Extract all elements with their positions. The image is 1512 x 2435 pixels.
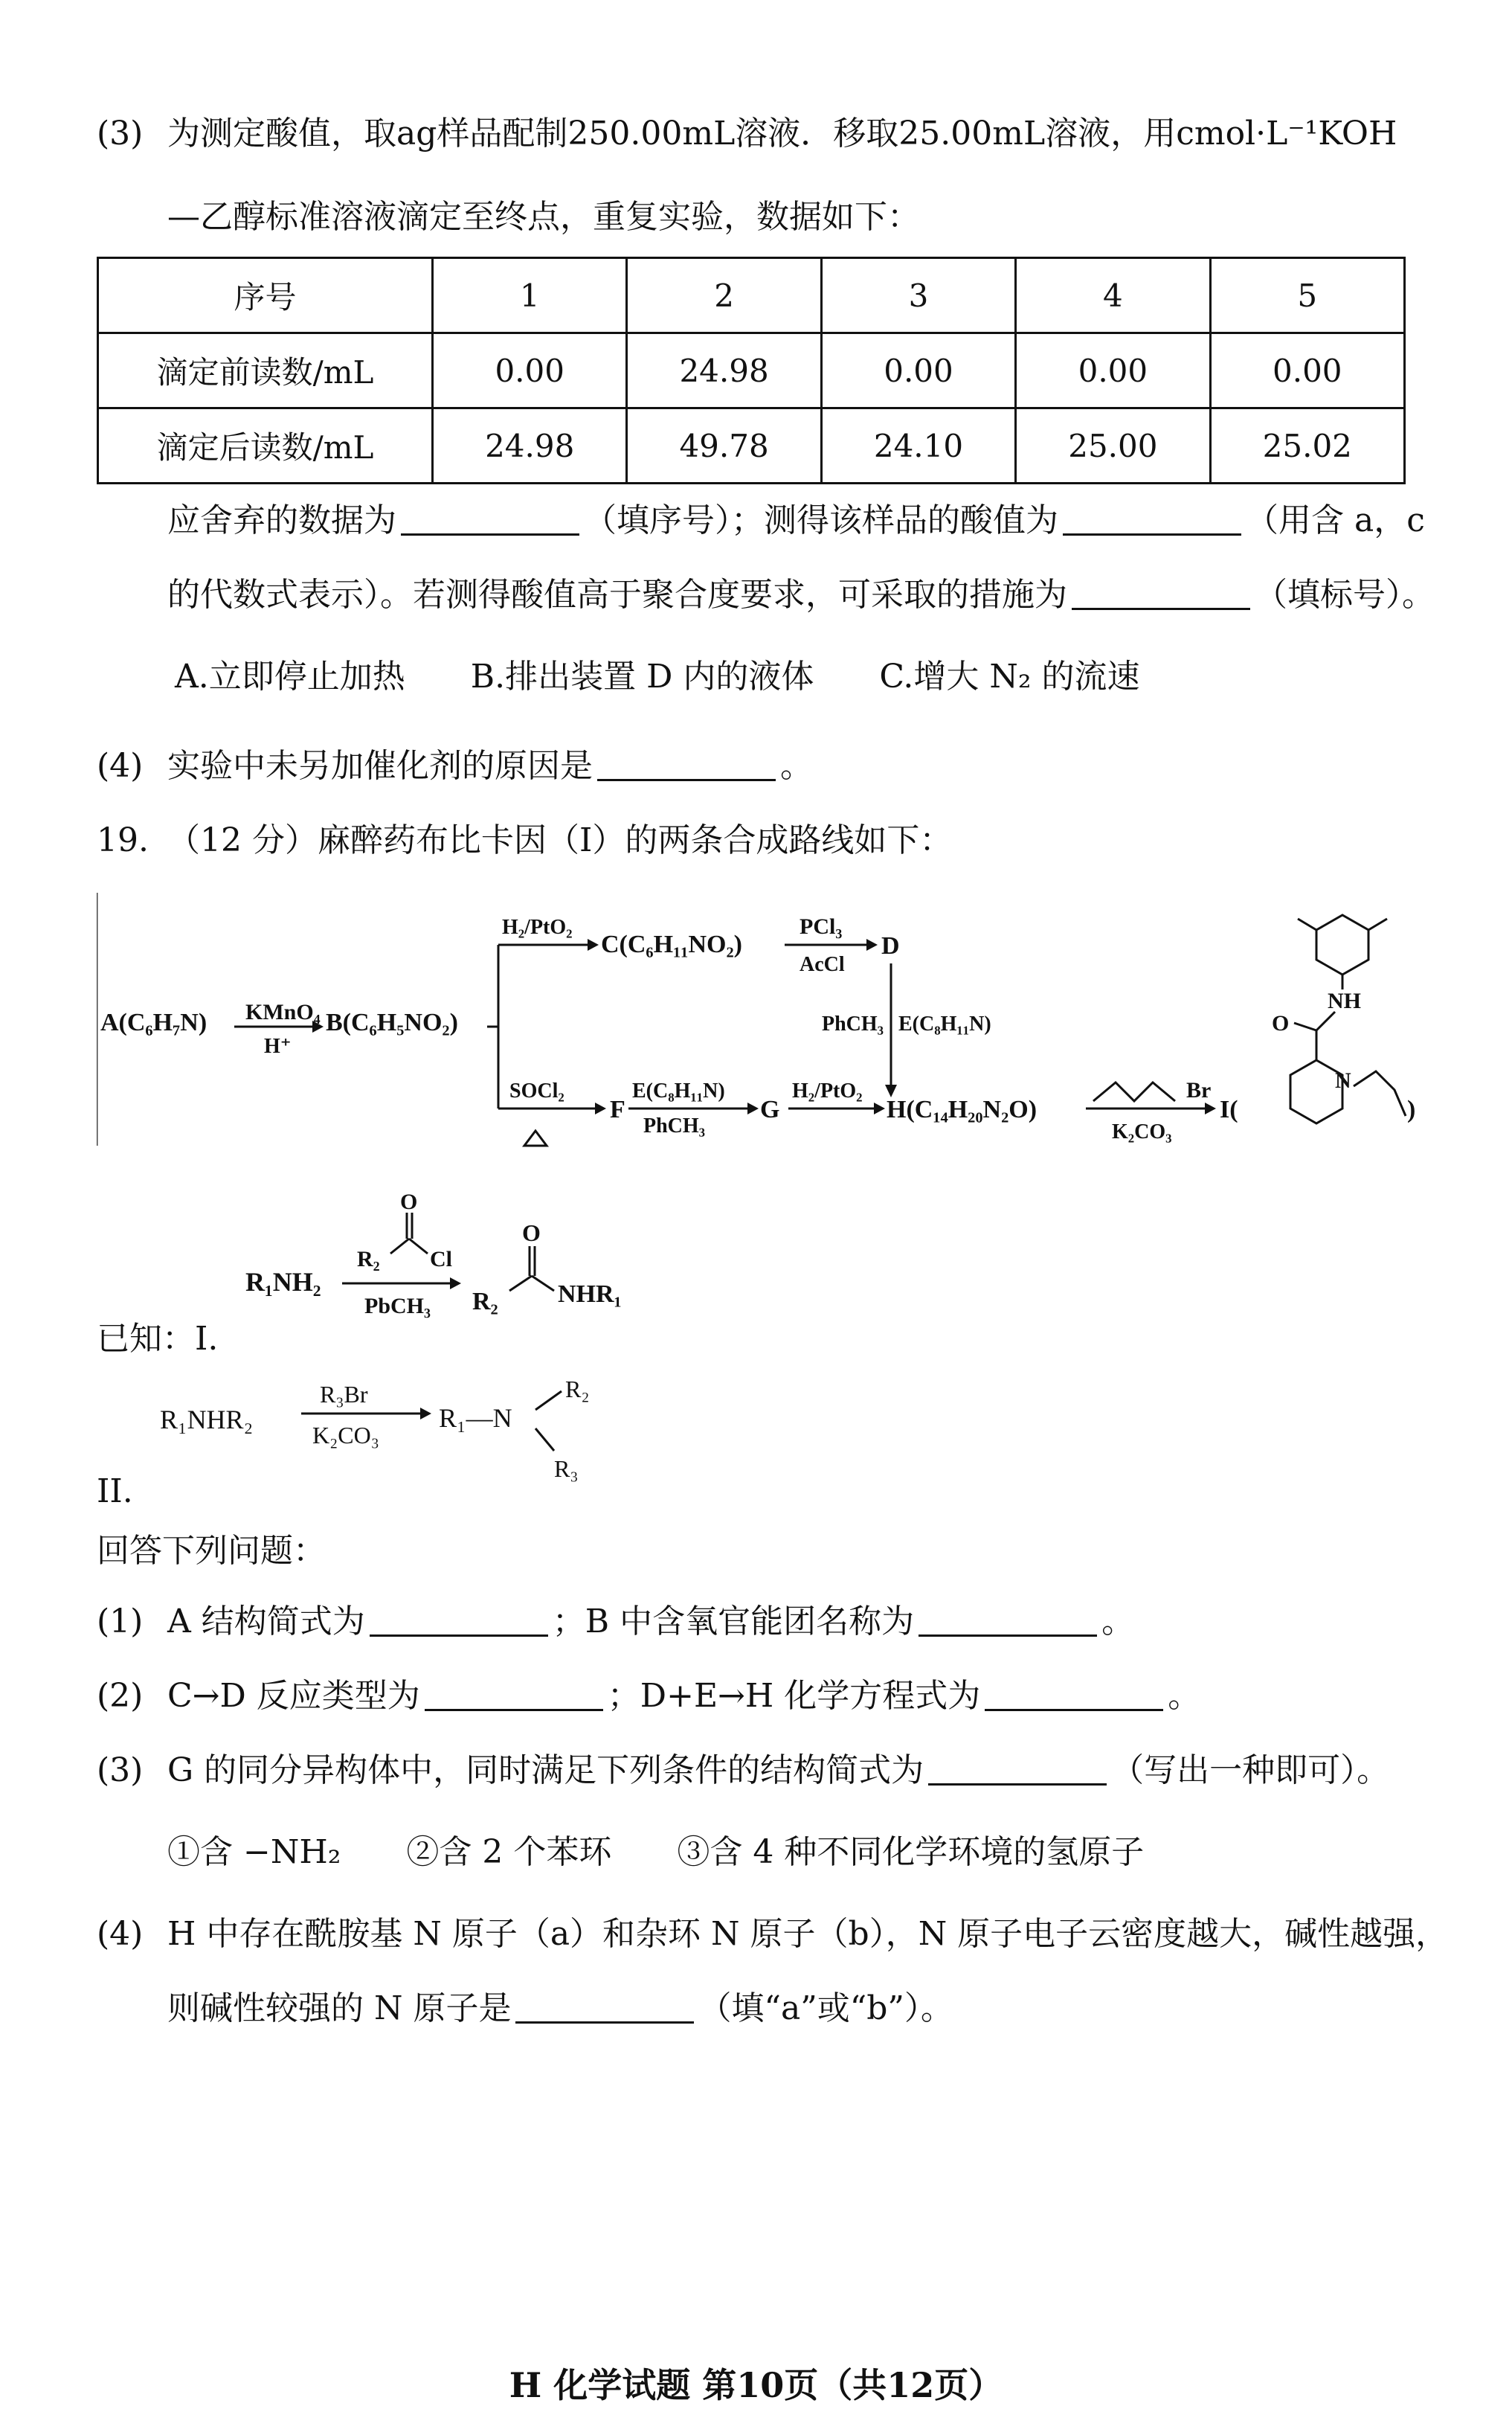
q3-after1a: 应舍弃的数据为 <box>167 501 396 539</box>
table-cell: 49.78 <box>627 408 821 484</box>
product-o: O <box>522 1219 541 1246</box>
r1nhr2: R₁NHR₂ <box>160 1405 254 1434</box>
p4-line2 <box>167 1986 953 2031</box>
nh-label: NH <box>1328 989 1361 1013</box>
p4-line1 <box>97 1912 1448 1957</box>
product-r1n: R₁—N <box>439 1403 512 1433</box>
compound-c: C(C₆H₁₁NO₂) <box>601 931 742 958</box>
close-paren: ) <box>1407 1096 1416 1123</box>
table-cell: 0.00 <box>821 333 1015 408</box>
compound-h: H(C₁₄H₂₀N₂O) <box>887 1096 1038 1123</box>
acyl-o: O <box>400 1190 418 1214</box>
n-label: N <box>1335 1068 1351 1093</box>
p2-line <box>97 1674 1200 1719</box>
p2-text-c: 。 <box>1168 1677 1201 1715</box>
q3-after-line1 <box>167 498 1425 543</box>
table-cell: 0.00 <box>1016 333 1210 408</box>
p4-text-a: H 中存在酰胺基 N 原子（a）和杂环 N 原子（b），N 原子电子云密度越大，碱性越强， <box>167 1915 1449 1953</box>
p4-text-c: （填“a”或“b”）。 <box>698 1989 953 2027</box>
q3-number: (3) <box>97 115 144 153</box>
table-cell: 24.98 <box>433 408 627 484</box>
p3-text-a: G 的同分异构体中，同时满足下列条件的结构简式为 <box>167 1751 924 1789</box>
product-r3-sub: R₃ <box>554 1455 579 1482</box>
table-cell: 1 <box>433 258 627 333</box>
known-reaction-1 <box>245 1183 692 1347</box>
table-cell: 滴定前读数/mL <box>98 333 433 408</box>
compound-i: I( <box>1220 1096 1238 1123</box>
answer-blank[interactable] <box>985 1676 1163 1711</box>
answer-blank[interactable] <box>370 1602 548 1637</box>
acyl-r2: R₂ <box>357 1247 380 1271</box>
q3-options: A.立即停止加热 B.排出装置 D 内的液体 C.增大 N₂ 的流速 <box>175 658 1140 696</box>
table-cell: 滴定后读数/mL <box>98 408 433 484</box>
q3-after2a: 的代数式表示）。若测得酸值高于聚合度要求，可采取的措施为 <box>167 576 1067 614</box>
p3-conditions: ①含 −NH₂ ②含 2 个苯环 ③含 4 种不同化学环境的氢原子 <box>167 1833 1145 1871</box>
q19-number: 19. <box>97 821 149 859</box>
table-cell: 25.00 <box>1016 408 1210 484</box>
table-header-row <box>98 258 1405 333</box>
table-cell: 0.00 <box>433 333 627 408</box>
p3-number: (3) <box>97 1751 144 1789</box>
r1nh2: R₁NH₂ <box>245 1267 321 1297</box>
p3-line <box>97 1748 1389 1793</box>
p4-text-b: 则碱性较强的 N 原子是 <box>167 1989 512 2027</box>
reagent-e-2: E(C₈H₁₁N) <box>632 1079 725 1103</box>
q3-line2: —乙醇标准溶液滴定至终点，重复实验，数据如下： <box>167 198 920 236</box>
answer-blank[interactable] <box>425 1676 603 1711</box>
r3br: R₃Br <box>320 1381 368 1408</box>
p1-text-c: 。 <box>1101 1603 1135 1640</box>
known-reaction-2 <box>160 1369 681 1495</box>
base-k2co3: K₂CO₃ <box>312 1422 379 1449</box>
reagent-hplus: H⁺ <box>264 1035 292 1058</box>
q19-text: （12 分）麻醉药布比卡因（I）的两条合成路线如下： <box>167 821 953 859</box>
p4-number: (4) <box>97 1915 144 1953</box>
compound-g: G <box>760 1096 780 1123</box>
table-row <box>98 333 1405 408</box>
heat-icon <box>524 1131 547 1146</box>
table-cell: 序号 <box>98 258 433 333</box>
q3-after1c: （用含 a，c <box>1246 501 1425 539</box>
page-footer: H 化学试题 第10页（共12页） <box>509 2365 1003 2405</box>
known-label-2: II. <box>97 1472 133 1510</box>
p2-text-a: C→D 反应类型为 <box>167 1677 420 1715</box>
q4-line <box>97 744 813 789</box>
table-cell: 3 <box>821 258 1015 333</box>
q4-number: (4) <box>97 747 144 785</box>
product-nhr1: NHR₁ <box>558 1280 622 1308</box>
product-r2-sub: R₂ <box>565 1376 590 1402</box>
reagent-phch3-1: PhCH₃ <box>822 1013 884 1036</box>
reagent-e-1: E(C₈H₁₁N) <box>898 1013 991 1036</box>
reagent-kmno4: KMnO₄ <box>245 1000 321 1024</box>
p1-number: (1) <box>97 1603 144 1640</box>
q19-line <box>97 818 952 863</box>
compound-b: B(C₆H₅NO₂) <box>326 1009 458 1036</box>
q4-text: 实验中未另加催化剂的原因是 <box>167 747 593 785</box>
known-label-1: 已知：I. <box>97 1320 219 1358</box>
product-r2: R₂ <box>472 1288 498 1315</box>
table-cell: 5 <box>1210 258 1404 333</box>
compound-f: F <box>610 1096 625 1123</box>
table-cell: 4 <box>1016 258 1210 333</box>
p3-text-b: （写出一种即可）。 <box>1111 1751 1390 1789</box>
synthesis-scheme <box>97 893 1421 1161</box>
p1-text-b: ；B 中含氧官能团名称为 <box>552 1603 915 1640</box>
answer-blank[interactable] <box>597 746 776 781</box>
q3-after-line2 <box>167 573 1435 617</box>
answer-blank[interactable] <box>919 1602 1097 1637</box>
q3-text1: 为测定酸值，取ag样品配制250.00mL溶液．移取25.00mL溶液，用cmol·L⁻¹KOH <box>167 115 1397 153</box>
reagent-br: Br <box>1186 1078 1212 1103</box>
table-cell: 25.02 <box>1210 408 1404 484</box>
o-label: O <box>1272 1011 1290 1036</box>
solvent-phch3: PbCH₃ <box>364 1294 431 1318</box>
acyl-cl: Cl <box>430 1247 452 1271</box>
answer-blank[interactable] <box>928 1751 1107 1786</box>
butyl-chain <box>1093 1082 1175 1101</box>
table-cell: 0.00 <box>1210 333 1404 408</box>
answer-blank[interactable] <box>401 501 579 536</box>
p2-number: (2) <box>97 1677 144 1715</box>
answer-blank[interactable] <box>1072 575 1250 610</box>
reagent-h2pto2-2: H₂/PtO₂ <box>792 1079 863 1103</box>
reagent-phch3-2: PhCH₃ <box>643 1114 706 1138</box>
q3-after1b: （填序号）；测得该样品的酸值为 <box>584 501 1058 539</box>
answer-intro: 回答下列问题： <box>97 1532 326 1570</box>
table-cell: 24.10 <box>821 408 1015 484</box>
reagent-h2pto2-1: H₂/PtO₂ <box>502 916 573 939</box>
q3-after2b: （填标号）。 <box>1255 576 1435 614</box>
reagent-pcl3: PCl₃ <box>800 914 843 939</box>
table-row <box>98 408 1405 484</box>
p1-text-a: A 结构简式为 <box>167 1603 365 1640</box>
p1-line <box>97 1600 1134 1644</box>
reagent-accl: AcCl <box>800 953 845 976</box>
reagent-k2co3: K₂CO₃ <box>1112 1120 1172 1143</box>
answer-blank[interactable] <box>1063 501 1241 536</box>
q3-line1 <box>97 112 1397 156</box>
table-cell: 24.98 <box>627 333 821 408</box>
compound-d: D <box>881 932 900 960</box>
titration-table <box>97 257 1406 484</box>
compound-a: A(C₆H₇N) <box>100 1009 208 1036</box>
table-cell: 2 <box>627 258 821 333</box>
reagent-socl2: SOCl₂ <box>509 1079 564 1103</box>
answer-blank[interactable] <box>515 1989 694 2024</box>
p2-text-b: ；D+E→H 化学方程式为 <box>607 1677 981 1715</box>
q4-end: 。 <box>780 747 813 785</box>
